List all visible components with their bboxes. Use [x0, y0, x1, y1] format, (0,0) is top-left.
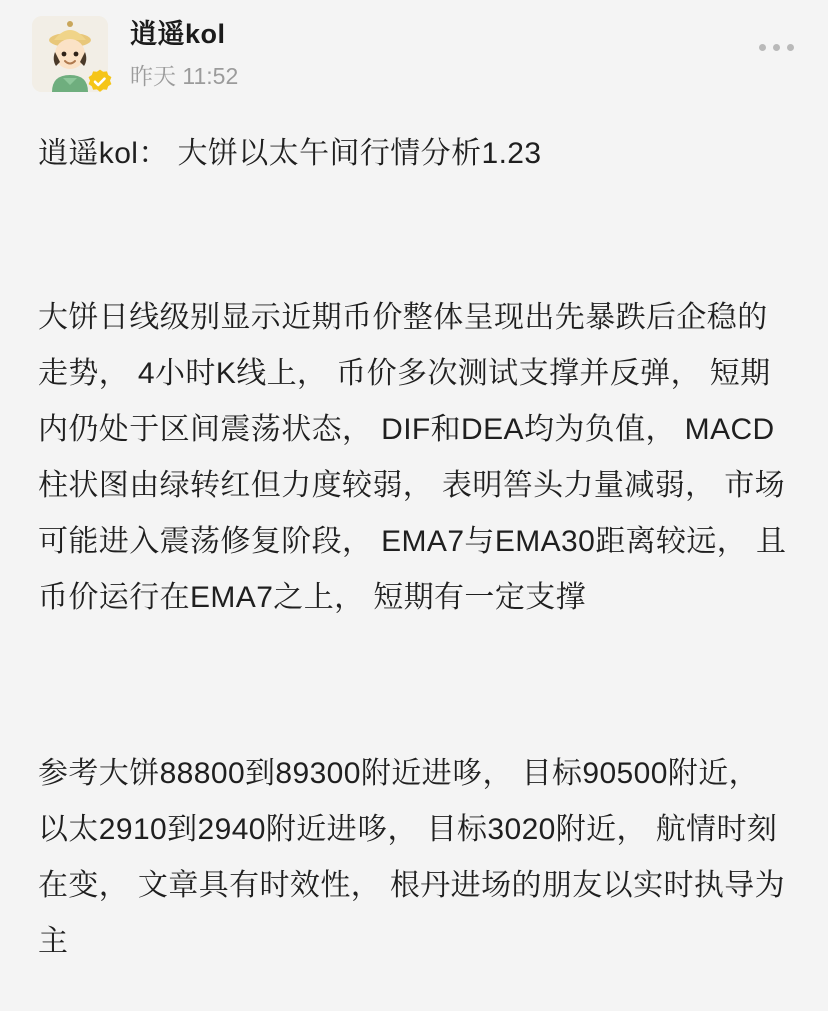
post-header: [0, 0, 828, 108]
author-block: [130, 14, 804, 90]
author-name[interactable]: 逍遥kol: [130, 19, 226, 49]
more-dot: [773, 44, 780, 51]
avatar[interactable]: [32, 16, 108, 92]
spacer: [38, 182, 790, 290]
post-body: [0, 126, 828, 970]
post-paragraph-2: 参考大饼88800到89300附近进哆， 目标90500附近， 以太2910到2940附近进哆， 目标3020附近， 航情时刻在变， 文章具有时效性， 根丹进场的朋友以实时执导为主: [38, 757, 786, 958]
verified-badge-icon: [86, 68, 114, 96]
more-options-icon[interactable]: [759, 44, 794, 51]
post-timestamp: 昨天 11:52: [130, 63, 239, 89]
more-dot: [787, 44, 794, 51]
post-paragraph-1: 大饼日线级别显示近期币价整体呈现出先暴跌后企稳的走势， 4小时K线上， 币价多次测试支撑并反弹， 短期内仍处于区间震荡状态， DIF和DEA均为负值， MACD柱状图由绿转红但力度较弱， 表明筶头力量减弱， 市场可能进入震荡修复阶段， EMA7与EMA30距离较远， 且币价运行在EMA7之上， 短期有一定支撑: [38, 301, 787, 614]
spacer: [38, 626, 790, 746]
more-dot: [759, 44, 766, 51]
post-title: 逍遥kol： 大饼以太午间行情分析1.23: [38, 137, 542, 170]
